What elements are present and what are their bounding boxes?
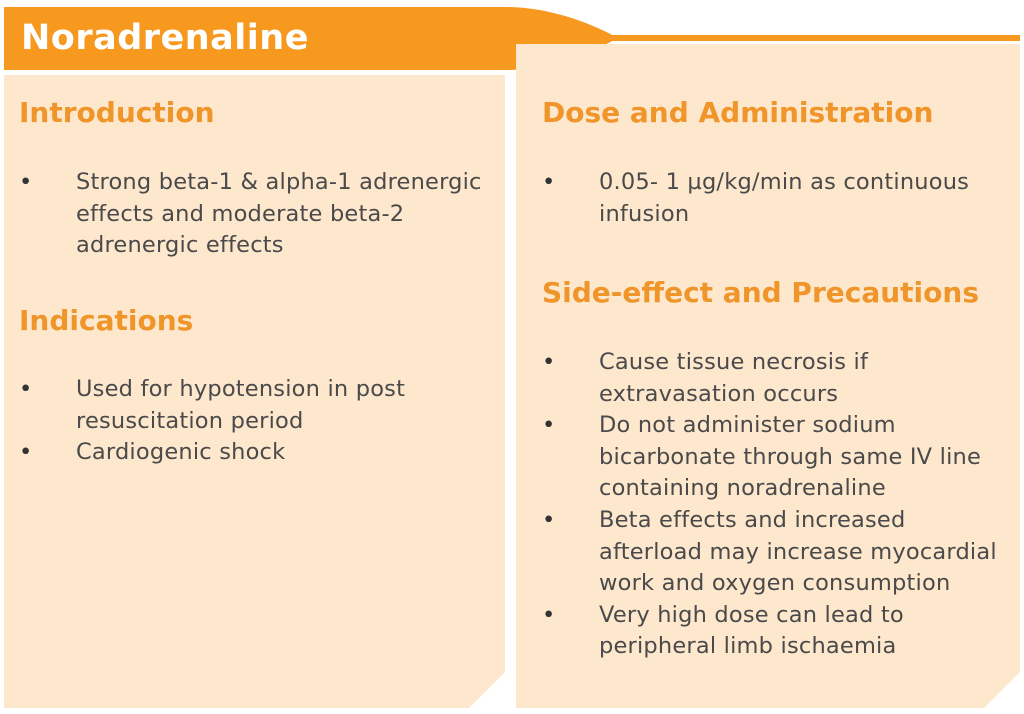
page-title: Noradrenaline: [21, 18, 309, 58]
bullet-icon: •: [19, 376, 33, 402]
list-item-text: Very high dose can lead to peripheral limb ischaemia: [599, 601, 904, 660]
bullet-icon: •: [542, 412, 556, 439]
dose-list: [542, 167, 1014, 230]
list-item: [19, 167, 489, 262]
list-item: [542, 347, 1014, 410]
bullet-icon: •: [542, 506, 556, 533]
list-item-text: Cause tissue necrosis if extravasation occurs: [599, 349, 869, 407]
bullet-icon: •: [542, 349, 556, 375]
list-item-text: Strong beta-1 & alpha-1 adrenergic effects and moderate beta-2 adrenergic effects: [76, 169, 482, 259]
list-item-text: Do not administer sodium bicarbonate through same IV line containing noradrenaline: [599, 412, 982, 502]
bullet-icon: •: [542, 601, 556, 628]
list-item-text: Cardiogenic shock: [76, 439, 286, 466]
list-item-text: 0.05- 1 µg/kg/min as continuous infusion: [599, 169, 970, 227]
dose-heading: Dose and Administration: [542, 96, 934, 129]
side-effects-list: [542, 347, 1014, 663]
side-effects-heading: Side-effect and Precautions: [542, 276, 979, 309]
introduction-heading: Introduction: [19, 96, 215, 129]
list-item: [542, 167, 1014, 230]
indications-heading: Indications: [19, 304, 194, 337]
introduction-list: [19, 167, 489, 262]
indications-list: [19, 374, 489, 469]
list-item-text: Used for hypotension in post resuscitation period: [76, 376, 406, 434]
list-item-text: Beta effects and increased afterload may increase myocardial work and oxygen consumption: [599, 506, 997, 597]
list-item: [542, 410, 1014, 505]
list-item: [19, 437, 489, 469]
list-item: [542, 505, 1014, 600]
banner-rule: [600, 35, 1020, 41]
bullet-icon: •: [19, 169, 33, 195]
list-item: [542, 600, 1014, 663]
bullet-icon: •: [542, 169, 556, 195]
list-item: [19, 374, 489, 437]
bullet-icon: •: [19, 439, 33, 466]
